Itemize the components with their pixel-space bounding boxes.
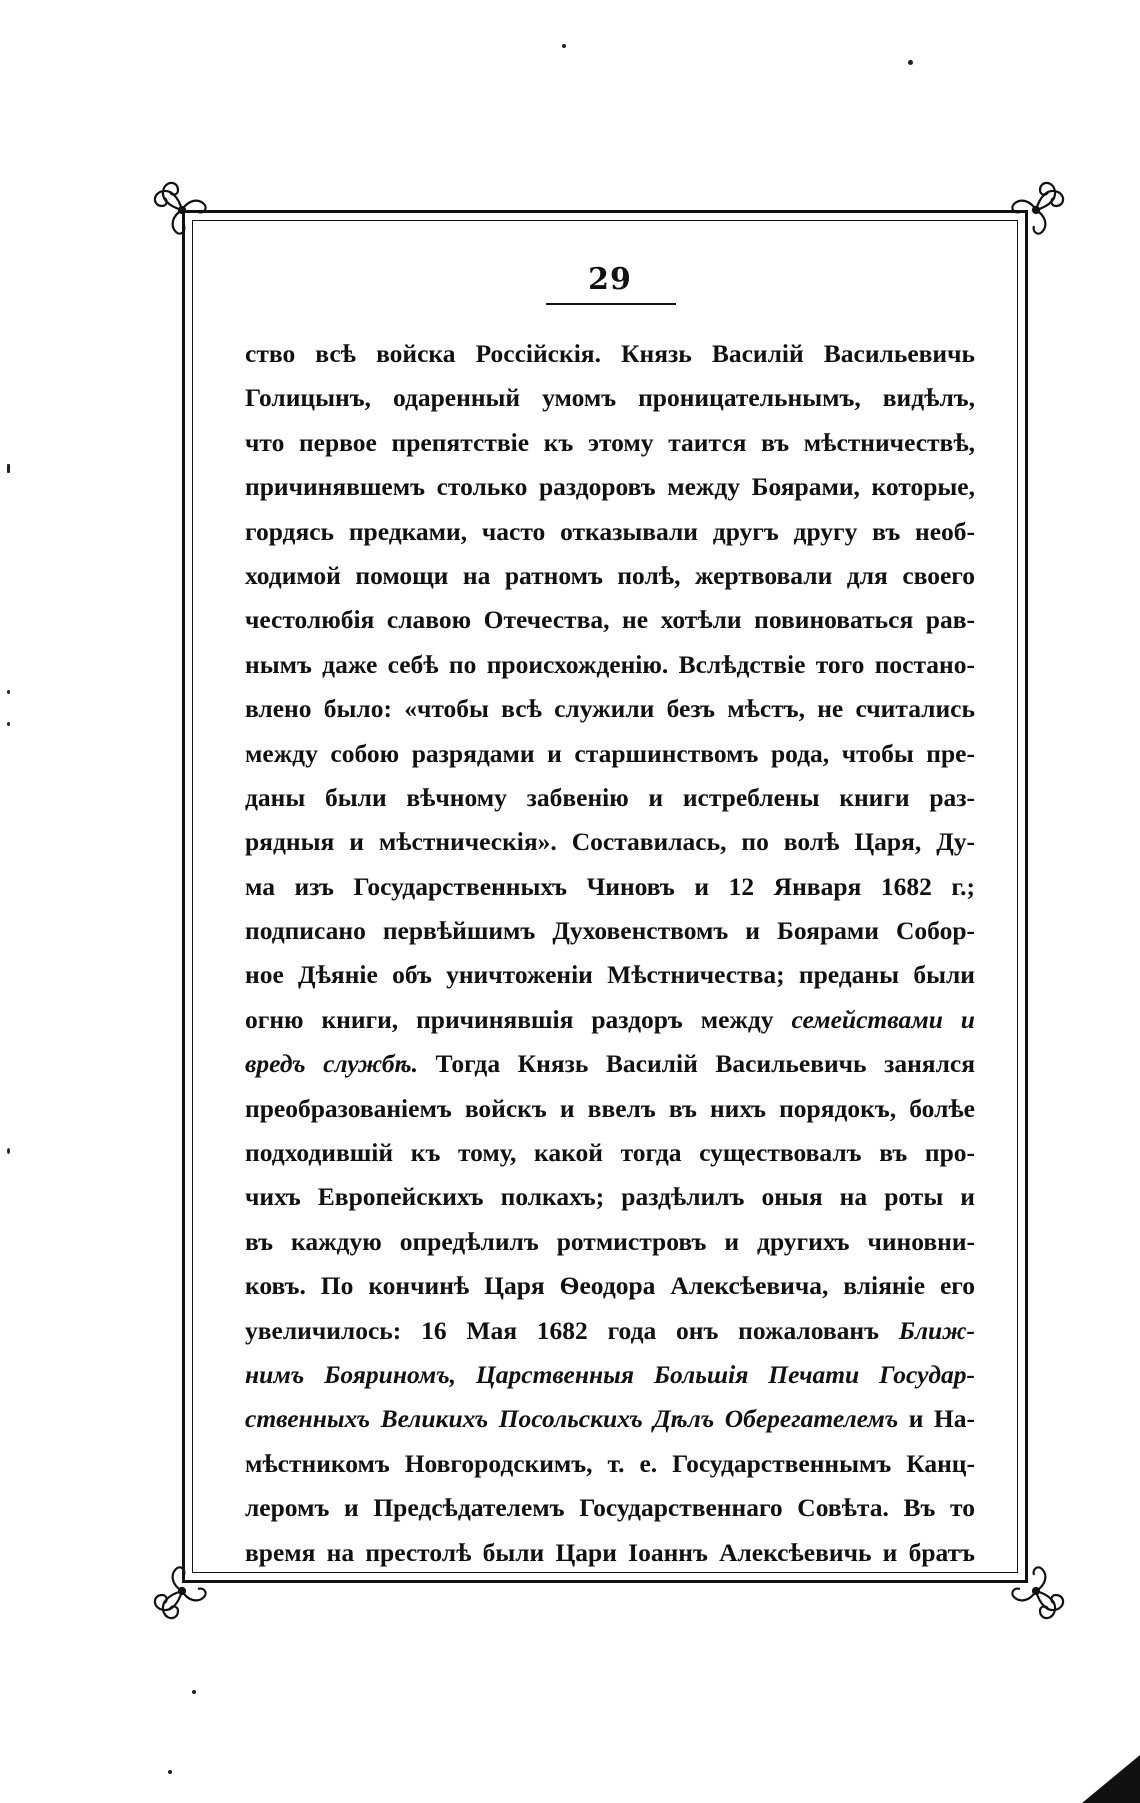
- text-line: [245, 1220, 975, 1264]
- page-number: 29: [588, 262, 632, 297]
- text-line: [245, 909, 975, 953]
- text-line: [245, 1175, 975, 1219]
- text-segment: Тогда Князь Василій Васильевичь занялся: [417, 1049, 975, 1079]
- text-segment: увеличилось: 16 Мая 1682 года онъ пожалованъ: [245, 1315, 899, 1345]
- text-line: [245, 1531, 975, 1575]
- text-segment: Голицынъ, одаренный умомъ проницательнымъ, видѣлъ,: [245, 383, 975, 413]
- text-segment: время на престолѣ были Цари Іоаннъ Алексѣевичь и братъ: [245, 1537, 975, 1567]
- text-segment: влено было: «чтобы всѣ служили безъ мѣстъ, не считались: [245, 694, 975, 724]
- scan-speck: [562, 44, 566, 48]
- text-line: [245, 1131, 975, 1175]
- text-segment: вредъ службѣ.: [245, 1049, 418, 1079]
- text-line: [245, 1087, 975, 1131]
- text-segment: ма изъ Государственныхъ Чиновъ и 12 Января 1682 г.;: [245, 871, 975, 901]
- text-line: [245, 1309, 975, 1353]
- page-edge-shadow: [1082, 1755, 1140, 1803]
- scan-speck: [7, 464, 10, 473]
- text-segment: въ каждую опредѣлилъ ротмистровъ и другихъ чиновни-: [245, 1226, 975, 1256]
- page-number-rule: [546, 303, 676, 305]
- text-line: [245, 510, 975, 554]
- text-segment: подходившій къ тому, какой тогда существовалъ въ про-: [245, 1138, 975, 1168]
- text-segment: ственныхъ Великихъ Посольскихъ Дѣлъ Оберегателемъ: [245, 1404, 899, 1434]
- text-line: [245, 1486, 975, 1530]
- text-line: [245, 643, 975, 687]
- text-line: [245, 1397, 975, 1441]
- scan-speck: [168, 1770, 172, 1774]
- text-segment: ходимой помощи на ратномъ полѣ, жертвовали для своего: [245, 560, 975, 590]
- text-segment: что первое препятствіе къ этому таится въ мѣстничествѣ,: [245, 427, 975, 457]
- text-segment: чихъ Европейскихъ полкахъ; раздѣлилъ оныя на роты и: [245, 1182, 975, 1212]
- corner-ornament-bottom-left: [148, 1545, 228, 1625]
- text-segment: мѣстникомъ Новгородскимъ, т. е. Государственнымъ Канц-: [245, 1448, 975, 1478]
- corner-ornament-top-left: [148, 176, 228, 256]
- corner-ornament-top-right: [990, 176, 1070, 256]
- text-segment: преобразованіемъ войскъ и ввелъ въ нихъ порядокъ, болѣе: [245, 1093, 975, 1123]
- text-segment: подписано первѣйшимъ Духовенствомъ и Боярами Собор-: [245, 916, 975, 946]
- text-line: [245, 820, 975, 864]
- text-segment: ное Дѣяніе объ уничтоженіи Мѣстничества; преданы были: [245, 960, 975, 990]
- text-segment: даны были вѣчному забвенію и истреблены книги раз-: [245, 782, 975, 812]
- text-line: [245, 421, 975, 465]
- text-line: [245, 1442, 975, 1486]
- text-segment: нимъ Бояриномъ, Царственныя Большія Печати Государ-: [245, 1359, 975, 1389]
- text-line: [245, 1264, 975, 1308]
- text-segment: нымъ даже себѣ по происхожденію. Вслѣдствіе того постано-: [245, 649, 975, 679]
- text-segment: между собою разрядами и старшинствомъ рода, чтобы пре-: [245, 738, 975, 768]
- text-line: [245, 865, 975, 909]
- text-segment: рядныя и мѣстническія». Составилась, по волѣ Царя, Ду-: [245, 827, 975, 857]
- text-segment: ство всѣ войска Россійскія. Князь Василій Васильевичь: [245, 339, 975, 368]
- text-segment: ковъ. По кончинѣ Царя Ѳеодора Алексѣевича, вліяніе его: [245, 1271, 975, 1301]
- text-line: [245, 376, 975, 420]
- text-segment: честолюбія славою Отечества, не хотѣли повиноваться рав-: [245, 605, 975, 635]
- text-line: [245, 953, 975, 997]
- scan-speck: [192, 1690, 196, 1694]
- text-line: [245, 332, 975, 376]
- scan-speck: [7, 1148, 10, 1154]
- corner-ornament-bottom-right: [990, 1545, 1070, 1625]
- scan-speck: [908, 60, 913, 65]
- scan-speck: [7, 722, 10, 726]
- body-text: [245, 332, 975, 1575]
- scan-speck: [7, 690, 10, 694]
- text-line: [245, 554, 975, 598]
- text-segment: семействами и: [791, 1004, 975, 1034]
- text-segment: леромъ и Предсѣдателемъ Государственнаго Совѣта. Въ то: [245, 1493, 975, 1523]
- text-segment: гордясь предками, часто отказывали другъ другу въ необ-: [245, 516, 975, 546]
- text-segment: огню книги, причинявшія раздоръ между: [245, 1004, 792, 1034]
- text-line: [245, 732, 975, 776]
- text-line: [245, 998, 975, 1042]
- text-line: [245, 465, 975, 509]
- text-segment: и На-: [898, 1404, 975, 1434]
- text-line: [245, 1042, 975, 1086]
- text-segment: Ближ-: [898, 1315, 975, 1345]
- text-line: [245, 598, 975, 642]
- text-line: [245, 776, 975, 820]
- text-line: [245, 1353, 975, 1397]
- text-segment: причинявшемъ столько раздоровъ между Боярами, которые,: [245, 472, 975, 502]
- text-line: [245, 687, 975, 731]
